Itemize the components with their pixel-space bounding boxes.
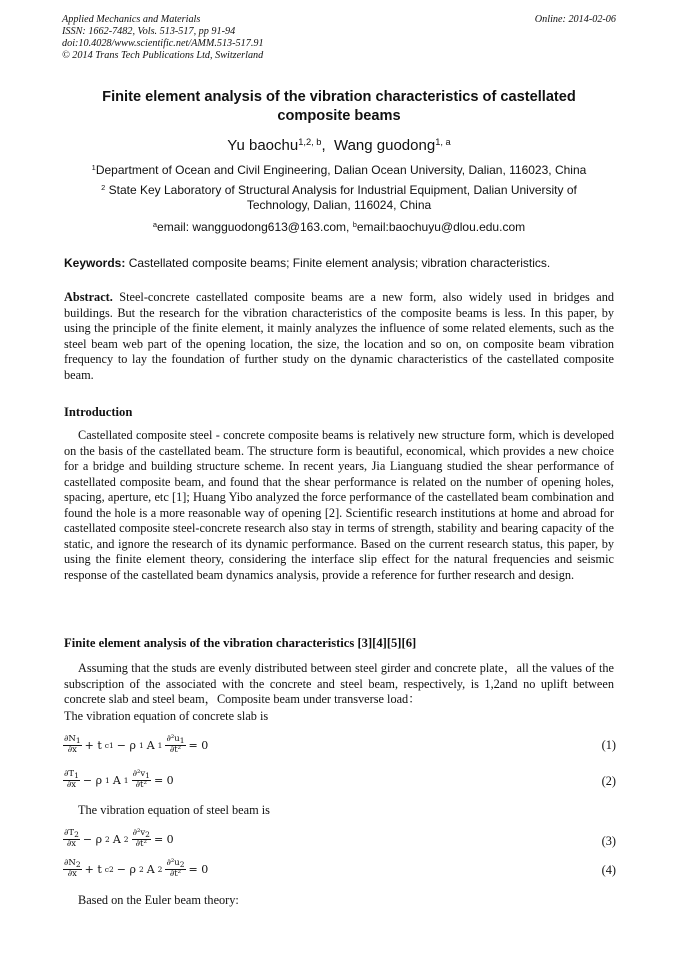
equation-4: $\frac{\partial N2}{\partial x}$ + t c2 − ρ 2 A 2 $\frac{\text{∂²u2}}{\text{∂t²}}$ = 0 xyxy=(64,858,209,879)
email-a: email: wangguodong613@163.com, xyxy=(157,220,353,234)
journal-name: Applied Mechanics and Materials xyxy=(62,14,201,25)
abstract-label: Abstract. xyxy=(64,290,113,304)
affiliation-2 xyxy=(62,183,616,213)
concrete-intro: The vibration equation of concrete slab is xyxy=(64,709,269,723)
title-line-2: composite beams xyxy=(277,108,401,124)
affiliation-2-line-1: State Key Laboratory of Structural Analysis for Industrial Equipment, Dalian University of xyxy=(108,183,577,197)
affiliation-1-sup: 1 xyxy=(91,162,96,172)
equation-1-number: (1) xyxy=(601,738,616,752)
author-2-sup: 1, a xyxy=(435,136,451,147)
copyright: © 2014 Trans Tech Publications Ltd, Switzerland xyxy=(62,50,264,61)
intro-heading: Introduction xyxy=(64,405,133,419)
online-date: Online: 2014-02-06 xyxy=(534,14,616,25)
fea-para-1: Assuming that the studs are evenly distributed between steel girder and concrete plate，all the values of the subscription of the associated with the concrete and steel beam, respectively, is 1,2and no uplift between concrete slab and steel beam，Composite beam under transverse load： xyxy=(64,661,614,706)
equation-3: $\frac{\partial T2}{\partial x}$ − ρ 2 A 2 $\frac{\text{∂²v2}}{\text{∂t²}}$ = 0 xyxy=(64,828,174,849)
keywords-text: Castellated composite beams; Finite element analysis; vibration characteristics. xyxy=(125,256,551,270)
paper-title xyxy=(62,88,616,126)
equation-2: $\frac{\partial T1}{\partial x}$ − ρ 1 A 1 $\frac{\text{∂²v1}}{\text{∂t²}}$ = 0 xyxy=(64,769,174,790)
affiliation-2-sup: 2 xyxy=(101,182,106,192)
keywords xyxy=(64,256,616,270)
authors xyxy=(62,137,616,154)
title-line-1: Finite element analysis of the vibration characteristics of castellated xyxy=(102,89,576,105)
author-2: Wang guodong xyxy=(333,137,436,154)
equation-4-number: (4) xyxy=(601,863,616,877)
author-1: Yu baochu xyxy=(227,137,299,154)
affiliation-2-line-2: Technology, Dalian, 116024, China xyxy=(246,198,432,212)
euler-intro: Based on the Euler beam theory: xyxy=(78,893,239,907)
affiliation-1 xyxy=(62,163,616,178)
equation-1: $\frac{\partial N1}{\partial x}$ + t c1 − ρ 1 A 1 $\frac{\text{∂²u1}}{\text{∂t²}}$ = 0 xyxy=(64,734,209,755)
email-a-sup: a xyxy=(152,219,158,229)
keywords-label: Keywords: xyxy=(64,256,126,270)
abstract xyxy=(64,290,614,383)
doi: doi:10.4028/www.scientific.net/AMM.513-517.91 xyxy=(62,38,264,49)
affiliation-1-text: Department of Ocean and Civil Engineering, Dalian Ocean University, Dalian, 116023, China xyxy=(95,163,587,177)
equation-3-number: (3) xyxy=(601,834,616,848)
author-1-sup: 1,2, b xyxy=(298,136,322,147)
emails xyxy=(62,220,616,235)
intro-text: Castellated composite steel - concrete composite beams is relatively new structure form, which is developed on the basis of the castellated beam. The structure form is beautiful, economical, which provides a new choice for a bridge and building structure scheme. In recent years, Jia Lianguang studied the shear performance of castellated composite beam, and found that the shear performance is related on the number of opening holes, spacing, aperture, etc [1]; Huang Yibo analyzed the force performance of the castellated beam combination and found the hole is a more reasonable way of opening [2]. Scientific research institutions at home and abroad for castellated composite steel-concrete research also stay in terms of strength, stability and bearing capacity of the static, and ignore the research of its dynamic performance. Based on the current research status, this paper, by using the finite element theory, considering the interface slip effect for the natural frequencies and seismic response of the castellated beam dynamics analysis, provide a reference for further research and design. xyxy=(64,428,614,582)
running-header xyxy=(62,14,616,62)
fea-heading: Finite element analysis of the vibration characteristics [3][4][5][6] xyxy=(64,636,417,650)
author-sep: , xyxy=(321,137,326,154)
steel-intro: The vibration equation of steel beam is xyxy=(78,803,270,817)
abstract-text: Steel-concrete castellated composite beams are a new form, also widely used in bridges and buildings. But the research for the vibration characteristics of the composite beams is less. In this paper, by using the principle of the finite element, it mainly analyzes the influence of some related elements, such as the steel beam web part of the opening location, the size, the location and so on, on composite beam vibration frequency to lay the foundation of further study on the dynamic characteristics of the castellated composite beam. xyxy=(64,290,614,382)
email-b-sup: b xyxy=(352,219,357,229)
issn: ISSN: 1662-7482, Vols. 513-517, pp 91-94 xyxy=(62,26,236,37)
equation-2-number: (2) xyxy=(601,774,616,788)
email-b: email:baochuyu@dlou.edu.com xyxy=(356,220,526,234)
